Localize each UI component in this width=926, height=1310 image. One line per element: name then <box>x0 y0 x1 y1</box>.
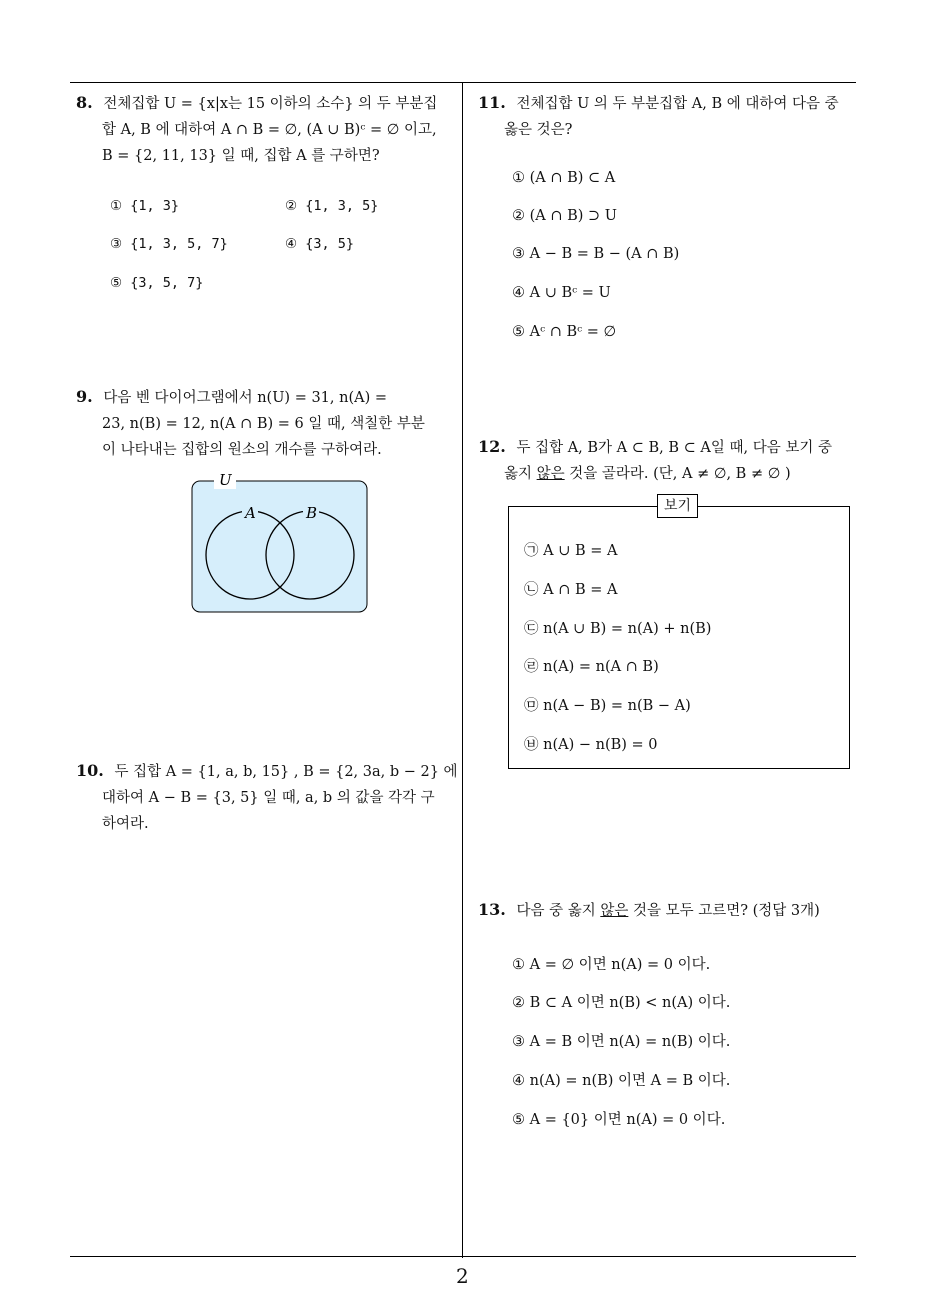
underlined-text: 않은 <box>536 466 565 482</box>
question-text-line <box>478 461 860 487</box>
text-fragment: 다음 중 옳지 <box>516 903 601 919</box>
set-a-label: A <box>245 504 256 522</box>
bogi-item-1[interactable]: ㉠ A ∪ B = A <box>524 543 618 559</box>
option-2[interactable]: ② (A ∩ B) ⊃ U <box>512 208 618 224</box>
option-5[interactable]: ⑤ {3, 5, 7} <box>110 275 204 291</box>
option-1[interactable]: ① A = ∅ 이면 n(A) = 0 이다. <box>512 957 711 973</box>
question-9 <box>76 384 458 463</box>
question-text-line: 합 A, B 에 대하여 A ∩ B = ∅, (A ∪ B)ᶜ = ∅ 이고, <box>102 122 437 138</box>
question-number: 10. <box>76 761 104 780</box>
option-3[interactable]: ③ A = B 이면 n(A) = n(B) 이다. <box>512 1034 731 1050</box>
question-number: 13. <box>478 900 506 919</box>
set-b-label: B <box>306 504 318 522</box>
option-3[interactable]: ③ {1, 3, 5, 7} <box>110 236 228 252</box>
question-8 <box>76 90 458 169</box>
option-4[interactable]: ④ {3, 5} <box>285 236 354 252</box>
bogi-item-4[interactable]: ㉣ n(A) = n(A ∩ B) <box>524 659 659 675</box>
option-3[interactable]: ③ A − B = B − (A ∩ B) <box>512 246 680 262</box>
top-rule <box>70 82 856 83</box>
question-12 <box>478 434 860 487</box>
universe-rect <box>192 481 367 612</box>
question-text-line: 옳은 것은? <box>504 122 573 138</box>
option-5[interactable]: ⑤ A = {0} 이면 n(A) = 0 이다. <box>512 1112 726 1128</box>
page-number: 2 <box>456 1264 469 1288</box>
question-text-line: 두 집합 A = {1, a, b, 15} , B = {2, 3a, b − 2} 에 <box>114 764 458 780</box>
option-4[interactable]: ④ A ∪ Bᶜ = U <box>512 285 611 301</box>
option-1[interactable]: ① {1, 3} <box>110 198 179 214</box>
bogi-item-2[interactable]: ㉡ A ∩ B = A <box>524 582 618 598</box>
text-fragment: 것을 모두 고르면? (정답 3개) <box>628 903 820 919</box>
question-text-line: 다음 벤 다이어그램에서 n(U) = 31, n(A) = <box>103 390 388 406</box>
bogi-item-3[interactable]: ㉢ n(A ∪ B) = n(A) + n(B) <box>524 621 712 637</box>
question-text-line: 이 나타내는 집합의 원소의 개수를 구하여라. <box>102 442 382 458</box>
option-4[interactable]: ④ n(A) = n(B) 이면 A = B 이다. <box>512 1073 731 1089</box>
bogi-title: 보기 <box>657 494 698 518</box>
text-fragment: 것을 골라라. (단, A ≠ ∅, B ≠ ∅ ) <box>564 466 791 482</box>
bottom-rule <box>70 1256 856 1257</box>
question-text-line: 하여라. <box>102 816 149 832</box>
option-2[interactable]: ② B ⊂ A 이면 n(B) < n(A) 이다. <box>512 995 731 1011</box>
question-10 <box>76 758 458 837</box>
question-text-line: 23, n(B) = 12, n(A ∩ B) = 6 일 때, 색칠한 부분 <box>102 416 425 432</box>
universe-label: U <box>219 471 232 489</box>
bogi-item-5[interactable]: ㉤ n(A − B) = n(B − A) <box>524 698 691 714</box>
question-text-line: 대하여 A − B = {3, 5} 일 때, a, b 의 값을 각각 구 <box>102 790 435 806</box>
text-fragment: 옳지 <box>504 466 537 482</box>
option-1[interactable]: ① (A ∩ B) ⊂ A <box>512 170 616 186</box>
question-text-line: B = {2, 11, 13} 일 때, 집합 A 를 구하면? <box>102 148 380 164</box>
question-13 <box>478 897 860 924</box>
question-text-line: 전체집합 U = {x|x는 15 이하의 소수} 의 두 부분집 <box>103 96 438 112</box>
question-text-line: 전체집합 U 의 두 부분집합 A, B 에 대하여 다음 중 <box>516 96 839 112</box>
question-11 <box>478 90 860 143</box>
venn-diagram <box>186 470 376 620</box>
underlined-text: 않은 <box>600 903 629 919</box>
option-2[interactable]: ② {1, 3, 5} <box>285 198 379 214</box>
question-number: 12. <box>478 437 506 456</box>
question-number: 9. <box>76 387 93 406</box>
question-text-line: 두 집합 A, B가 A ⊂ B, B ⊂ A일 때, 다음 보기 중 <box>516 440 832 456</box>
option-5[interactable]: ⑤ Aᶜ ∩ Bᶜ = ∅ <box>512 324 617 340</box>
bogi-item-6[interactable]: ㉥ n(A) − n(B) = 0 <box>524 737 658 753</box>
question-number: 8. <box>76 93 93 112</box>
question-text-line <box>516 903 819 919</box>
question-number: 11. <box>478 93 506 112</box>
column-divider <box>462 82 463 1258</box>
